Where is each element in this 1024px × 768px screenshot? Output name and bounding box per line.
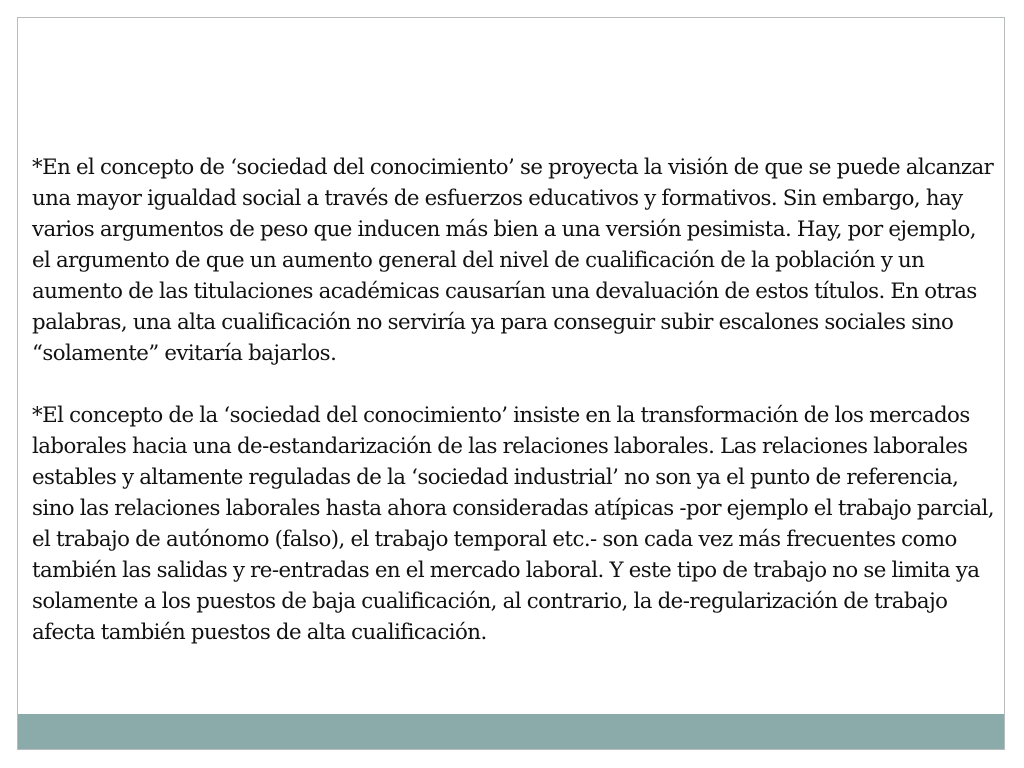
paragraph-mercados-laborales: *El concepto de la ‘sociedad del conocimiento’ insiste en la transformación de los mercados laborales hacia una de-estandarización de las relaciones laborales. Las relaciones laborales estables y altamente reguladas de la ‘sociedad industrial’ no son ya el punto de referencia, sino las relaciones laborales hasta ahora consideradas atípicas -por ejemplo el trabajo parcial, el trabajo de autónomo (falso), el trabajo temporal etc.- son cada vez más frecuentes como también las salidas y re-entradas en el mercado laboral. Y este tipo de trabajo no se limita ya solamente a los puestos de baja cualificación, al contrario, la de-regularización de trabajo afecta también puestos de alta cualificación. [32, 403, 995, 645]
slide [17, 17, 1005, 750]
paragraph-sociedad-conocimiento-igualdad: *En el concepto de ‘sociedad del conocimiento’ se proyecta la visión de que se puede alcanzar una mayor igualdad social a través de esfuerzos educativos y formativos. Sin embargo, hay varios argumentos de peso que inducen más bien a una versión pesimista. Hay, por ejemplo, el argumento de que un aumento general del nivel de cualificación de la población y un aumento de las titulaciones académicas causarían una devaluación de estos títulos. En otras palabras, una alta cualificación no serviría ya para conseguir subir escalones sociales sino “solamente” evitaría bajarlos. [32, 155, 994, 366]
footer-bar [18, 714, 1004, 749]
slide-body [32, 152, 996, 648]
